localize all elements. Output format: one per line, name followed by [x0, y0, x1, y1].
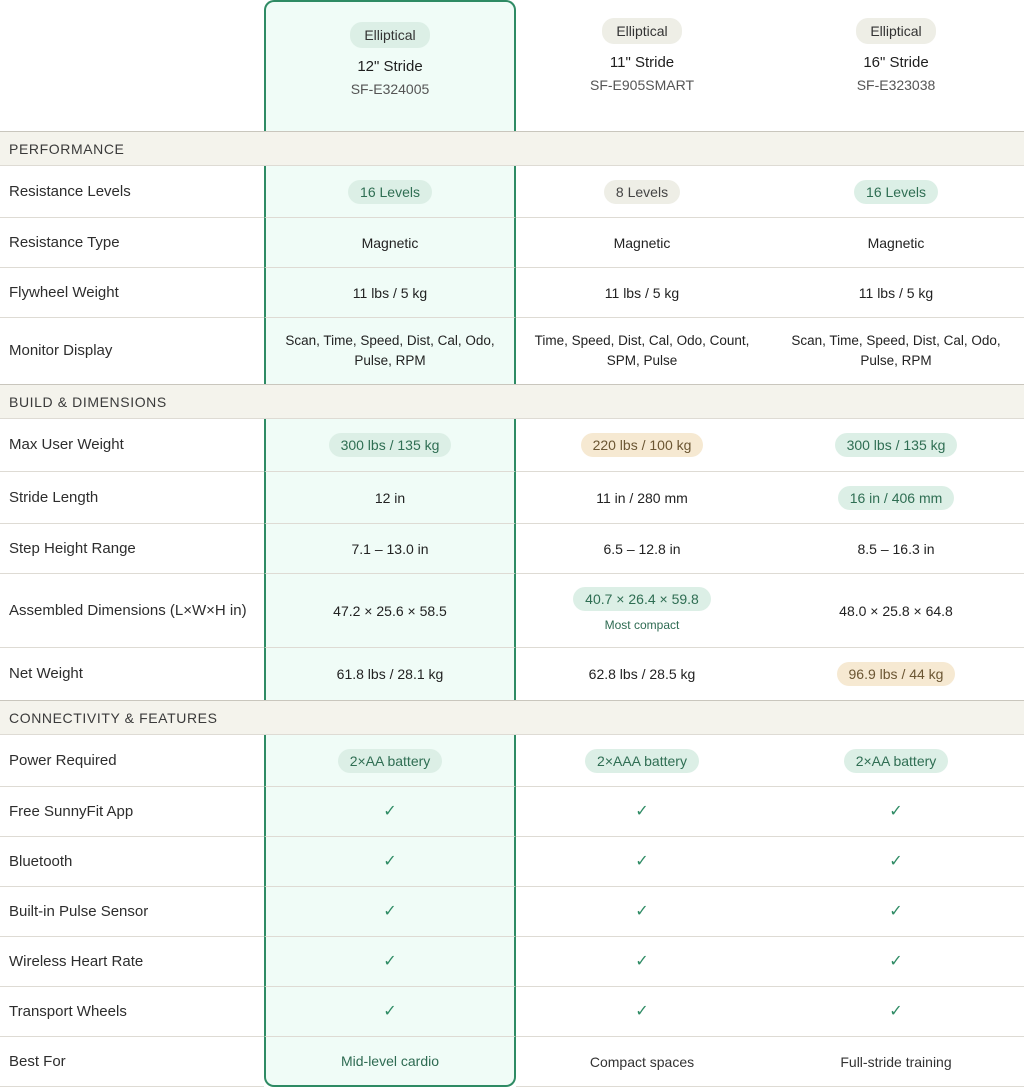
value-pill: 16 in / 406 mm [838, 486, 955, 510]
assembled-dimensions-cell: 47.2 × 25.6 × 58.5 [264, 574, 516, 648]
check-icon: ✓ [264, 937, 516, 987]
max-user-weight-cell [768, 419, 1024, 472]
resistance-type-cell: Magnetic [768, 218, 1024, 268]
value-pill: 2×AA battery [338, 749, 443, 773]
check-icon: ✓ [768, 837, 1024, 887]
row-label-net-weight: Net Weight [9, 665, 83, 682]
check-icon: ✓ [264, 987, 516, 1037]
check-icon: ✓ [516, 837, 768, 887]
power-required-cell [768, 735, 1024, 787]
row-label-pulse-sensor: Built-in Pulse Sensor [0, 887, 264, 937]
value-pill: 16 Levels [854, 180, 938, 204]
stride-length-cell [768, 472, 1024, 524]
row-label-best-for: Best For [0, 1037, 264, 1087]
value-pill: 96.9 lbs / 44 kg [837, 662, 956, 686]
value-pill: 220 lbs / 100 kg [581, 433, 704, 457]
step-height-cell: 6.5 – 12.8 in [516, 524, 768, 574]
value-pill: 300 lbs / 135 kg [835, 433, 958, 457]
check-icon: ✓ [516, 987, 768, 1037]
product-model: SF-E323038 [856, 77, 936, 93]
product-model: SF-E324005 [350, 81, 430, 97]
stride-length-cell: 12 in [264, 472, 516, 524]
monitor-display-cell: Scan, Time, Speed, Dist, Cal, Odo, Pulse, RPM [791, 333, 1001, 368]
resistance-type-cell: Magnetic [516, 218, 768, 268]
power-required-cell [516, 735, 768, 787]
check-icon: ✓ [264, 887, 516, 937]
monitor-display-cell: Scan, Time, Speed, Dist, Cal, Odo, Pulse, RPM [264, 318, 516, 384]
product-type-badge: Elliptical [350, 22, 429, 48]
header-empty-cell [0, 0, 264, 131]
value-pill: 300 lbs / 135 kg [329, 433, 452, 457]
section-performance: PERFORMANCE [0, 131, 1024, 166]
product-type-badge: Elliptical [602, 18, 681, 44]
power-required-cell [264, 735, 516, 787]
product-stride: 16" Stride [863, 54, 929, 71]
resistance-levels-cell [516, 166, 768, 218]
stride-length-cell: 11 in / 280 mm [516, 472, 768, 524]
resistance-levels-cell [768, 166, 1024, 218]
product-stride: 11" Stride [609, 54, 675, 71]
product-header-2[interactable] [516, 0, 768, 131]
step-height-cell: 7.1 – 13.0 in [264, 524, 516, 574]
check-icon: ✓ [768, 887, 1024, 937]
check-icon: ✓ [768, 987, 1024, 1037]
flywheel-weight-cell: 11 lbs / 5 kg [264, 268, 516, 318]
flywheel-weight-cell: 11 lbs / 5 kg [516, 268, 768, 318]
best-for-cell: Mid-level cardio [264, 1037, 516, 1087]
product-type-badge: Elliptical [856, 18, 935, 44]
check-icon: ✓ [264, 787, 516, 837]
row-label-bluetooth: Bluetooth [0, 837, 264, 887]
value-pill: 16 Levels [348, 180, 432, 204]
product-header-3[interactable] [768, 0, 1024, 131]
max-user-weight-cell [516, 419, 768, 472]
row-label-resistance-type: Resistance Type [0, 218, 264, 268]
most-compact-note: Most compact [604, 617, 680, 632]
check-icon: ✓ [516, 887, 768, 937]
check-icon: ✓ [516, 787, 768, 837]
row-label-wireless-heart-rate: Wireless Heart Rate [0, 937, 264, 987]
product-stride: 12" Stride [357, 58, 423, 75]
value-pill: 40.7 × 26.4 × 59.8 [573, 587, 711, 611]
net-weight-cell: 62.8 lbs / 28.5 kg [588, 666, 696, 682]
row-label-monitor-display: Monitor Display [9, 342, 113, 359]
best-for-cell: Full-stride training [768, 1037, 1024, 1087]
value-pill: 2×AA battery [844, 749, 949, 773]
net-weight-cell: 61.8 lbs / 28.1 kg [264, 648, 516, 700]
assembled-dimensions-cell [516, 574, 768, 648]
monitor-display-cell: Time, Speed, Dist, Cal, Odo, Count, SPM, Pulse [534, 333, 750, 368]
assembled-dimensions-cell: 48.0 × 25.8 × 64.8 [768, 574, 1024, 648]
dimensions-stack [573, 587, 711, 635]
product-header-1[interactable] [264, 0, 516, 131]
section-build-dimensions: BUILD & DIMENSIONS [0, 384, 1024, 419]
flywheel-weight-cell: 11 lbs / 5 kg [768, 268, 1024, 318]
check-icon: ✓ [768, 787, 1024, 837]
max-user-weight-cell [264, 419, 516, 472]
step-height-cell: 8.5 – 16.3 in [768, 524, 1024, 574]
row-label-resistance-levels: Resistance Levels [0, 166, 264, 218]
net-weight-cell [768, 648, 1024, 700]
best-for-cell: Compact spaces [516, 1037, 768, 1087]
row-label-stride-length: Stride Length [0, 472, 264, 524]
row-label-assembled-dimensions: Assembled Dimensions (L×W×H in) [0, 574, 264, 648]
section-connectivity-features: CONNECTIVITY & FEATURES [0, 700, 1024, 735]
resistance-levels-cell [264, 166, 516, 218]
check-icon: ✓ [516, 937, 768, 987]
row-label-max-user-weight: Max User Weight [0, 419, 264, 472]
resistance-type-cell: Magnetic [264, 218, 516, 268]
check-icon: ✓ [768, 937, 1024, 987]
row-label-power-required: Power Required [0, 735, 264, 787]
row-label-step-height: Step Height Range [0, 524, 264, 574]
value-pill: 2×AAA battery [585, 749, 699, 773]
value-pill: 8 Levels [604, 180, 680, 204]
product-model: SF-E905SMART [590, 77, 694, 93]
check-icon: ✓ [264, 837, 516, 887]
row-label-flywheel-weight: Flywheel Weight [0, 268, 264, 318]
row-label-sunnyfit-app: Free SunnyFit App [0, 787, 264, 837]
row-label-transport-wheels: Transport Wheels [0, 987, 264, 1037]
